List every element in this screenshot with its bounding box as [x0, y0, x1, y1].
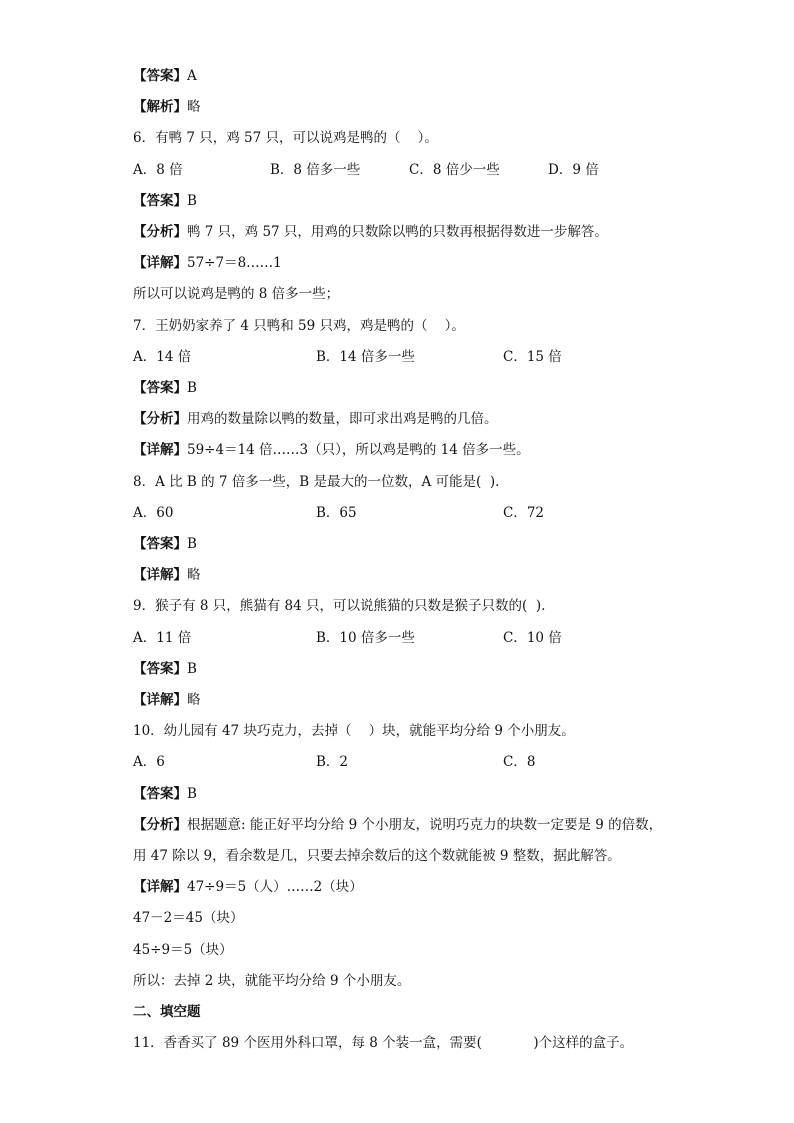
option-b: B．10 倍多一些	[316, 630, 415, 646]
line-tag: 【详解】	[133, 692, 187, 708]
labeled-line	[133, 222, 608, 242]
option-a: A．14 倍	[133, 349, 192, 365]
labeled-line	[133, 440, 530, 460]
text-line	[133, 908, 243, 928]
option-b: B．65	[316, 505, 357, 521]
section-heading	[133, 1002, 201, 1022]
labeled-line	[133, 97, 201, 117]
line-text: A	[187, 68, 197, 84]
line-tag: 【详解】	[133, 255, 187, 271]
labeled-line	[133, 534, 197, 554]
option-b: B．2	[316, 754, 349, 770]
text-line	[133, 472, 499, 492]
line-text: 9．猴子有 8 只，熊猫有 84 只，可以说熊猫的只数是猴子只数的( ).	[133, 598, 546, 614]
text-line	[133, 316, 465, 336]
option-d: D．9 倍	[548, 162, 599, 178]
line-text: 略	[187, 99, 201, 115]
labeled-line	[133, 378, 197, 398]
text-line	[133, 284, 339, 304]
labeled-line	[133, 877, 363, 897]
labeled-line	[133, 191, 197, 211]
line-text: 47÷9＝5（人）……2（块）	[187, 879, 363, 895]
line-text: B	[187, 661, 197, 677]
labeled-line	[133, 66, 197, 86]
text-line	[133, 846, 621, 866]
line-text: 7．王奶奶家养了 4 只鸭和 59 只鸡，鸡是鸭的（ ）。	[133, 318, 465, 334]
option-c: C．8 倍少一些	[409, 162, 500, 178]
line-tag: 【详解】	[133, 879, 187, 895]
line-text: 45÷9＝5（块）	[133, 942, 233, 958]
text-line	[133, 971, 410, 991]
line-tag: 【分析】	[133, 817, 187, 833]
option-b: B．8 倍多一些	[270, 162, 361, 178]
line-tag: 【分析】	[133, 224, 187, 240]
line-text: 所以：去掉 2 块，就能平均分给 9 个小朋友。	[133, 973, 411, 989]
labeled-line	[133, 690, 201, 710]
option-a: A．60	[133, 505, 174, 521]
labeled-line	[133, 659, 197, 679]
labeled-line	[133, 565, 201, 585]
line-text: 所以可以说鸡是鸭的 8 倍多一些；	[133, 286, 340, 302]
option-b: B．14 倍多一些	[316, 349, 415, 365]
text-line	[133, 721, 575, 741]
line-tag: 【分析】	[133, 411, 187, 427]
line-tag: 【详解】	[133, 567, 187, 583]
line-tag: 【解析】	[133, 99, 187, 115]
line-text: 57÷7＝8……1	[187, 255, 282, 271]
option-c: C．8	[503, 754, 536, 770]
line-text: B	[187, 536, 197, 552]
labeled-line	[133, 253, 282, 273]
line-text: 47－2＝45（块）	[133, 910, 244, 926]
text-line	[133, 1033, 633, 1053]
option-c: C．72	[503, 505, 545, 521]
line-text: 11．香香买了 89 个医用外科口罩，每 8 个装一盒，需要( )个这样的盒子。	[133, 1035, 634, 1051]
line-text: 鸭 7 只，鸡 57 只，用鸡的只数除以鸭的只数再根据得数进一步解答。	[187, 224, 608, 240]
line-text: 6．有鸭 7 只，鸡 57 只，可以说鸡是鸭的（ ）。	[133, 130, 438, 146]
labeled-line	[133, 409, 498, 429]
line-tag: 【答案】	[133, 536, 187, 552]
text-line	[133, 128, 438, 148]
line-text: 略	[187, 567, 201, 583]
option-a: A．11 倍	[133, 630, 192, 646]
line-tag: 【答案】	[133, 193, 187, 209]
line-text: 用 47 除以 9，看余数是几，只要去掉余数后的这个数就能被 9 整数，据此解答。	[133, 848, 621, 864]
line-text: 略	[187, 692, 201, 708]
line-text: 根据题意: 能正好平均分给 9 个小朋友，说明巧克力的块数一定要是 9 的倍数，	[187, 817, 663, 833]
text-line	[133, 596, 545, 616]
labeled-line	[133, 815, 662, 835]
section-title: 二、填空题	[133, 1004, 201, 1020]
line-tag: 【答案】	[133, 380, 187, 396]
option-c: C．15 倍	[503, 349, 562, 365]
text-line	[133, 940, 233, 960]
line-text: B	[187, 786, 197, 802]
line-tag: 【答案】	[133, 68, 187, 84]
line-text: 8．A 比 B 的 7 倍多一些，B 是最大的一位数，A 可能是( ).	[133, 474, 500, 490]
line-tag: 【详解】	[133, 442, 187, 458]
line-text: B	[187, 193, 197, 209]
line-text: 59÷4＝14 倍……3（只），所以鸡是鸭的 14 倍多一些。	[187, 442, 530, 458]
line-tag: 【答案】	[133, 661, 187, 677]
line-text: B	[187, 380, 197, 396]
option-a: A．8 倍	[133, 162, 183, 178]
labeled-line	[133, 784, 197, 804]
option-c: C．10 倍	[503, 630, 562, 646]
option-a: A．6	[133, 754, 165, 770]
line-tag: 【答案】	[133, 786, 187, 802]
line-text: 10．幼儿园有 47 块巧克力，去掉（ ）块，就能平均分给 9 个小朋友。	[133, 723, 575, 739]
line-text: 用鸡的数量除以鸭的数量，即可求出鸡是鸭的几倍。	[187, 411, 498, 427]
